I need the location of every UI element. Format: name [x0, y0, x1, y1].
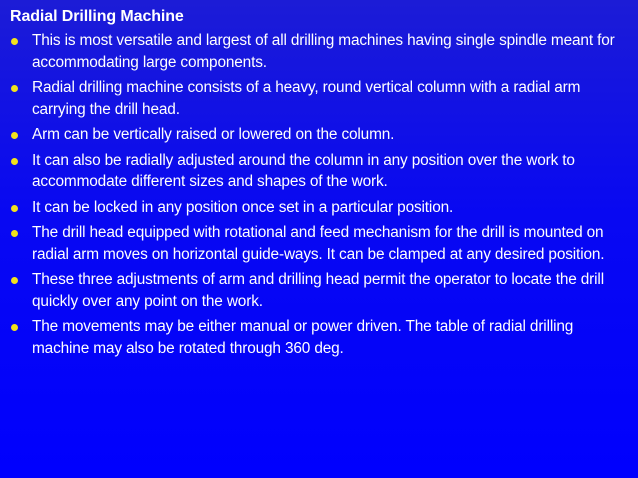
bullet-item [10, 124, 624, 146]
bullet-item [10, 222, 624, 265]
bullet-text: Arm can be vertically raised or lowered on the column. [32, 126, 395, 143]
bullet-dot-icon [11, 230, 18, 237]
bullet-dot-icon [11, 324, 18, 331]
bullet-text: The movements may be either manual or power driven. The table of radial drilling machine may also be rotated through 360 deg. [32, 318, 574, 357]
bullet-text: These three adjustments of arm and drilling head permit the operator to locate the drill quickly over any point on the work. [32, 271, 604, 310]
bullet-item [10, 269, 624, 312]
bullet-item [10, 77, 624, 120]
bullet-item [10, 30, 624, 73]
bullet-dot-icon [11, 85, 18, 92]
bullet-dot-icon [11, 132, 18, 139]
bullet-item [10, 150, 624, 193]
bullet-text: The drill head equipped with rotational and feed mechanism for the drill is mounted on radial arm moves on horizontal guide-ways. It can be clamped at any desired position. [32, 224, 605, 263]
bullet-dot-icon [11, 205, 18, 212]
bullet-dot-icon [11, 38, 18, 45]
slide-title: Radial Drilling Machine [10, 8, 184, 25]
bullet-text: Radial drilling machine consists of a heavy, round vertical column with a radial arm carrying the drill head. [32, 79, 581, 118]
bullet-dot-icon [11, 158, 18, 165]
bullet-text: It can also be radially adjusted around the column in any position over the work to accommodate different sizes and shapes of the work. [32, 151, 575, 190]
bullet-list [10, 30, 624, 359]
bullet-item [10, 316, 624, 359]
bullet-text: This is most versatile and largest of all drilling machines having single spindle meant for accommodating large components. [32, 32, 615, 71]
bullet-text: It can be locked in any position once set in a particular position. [32, 198, 454, 216]
bullet-item [10, 197, 624, 219]
bullet-dot-icon [11, 277, 18, 284]
